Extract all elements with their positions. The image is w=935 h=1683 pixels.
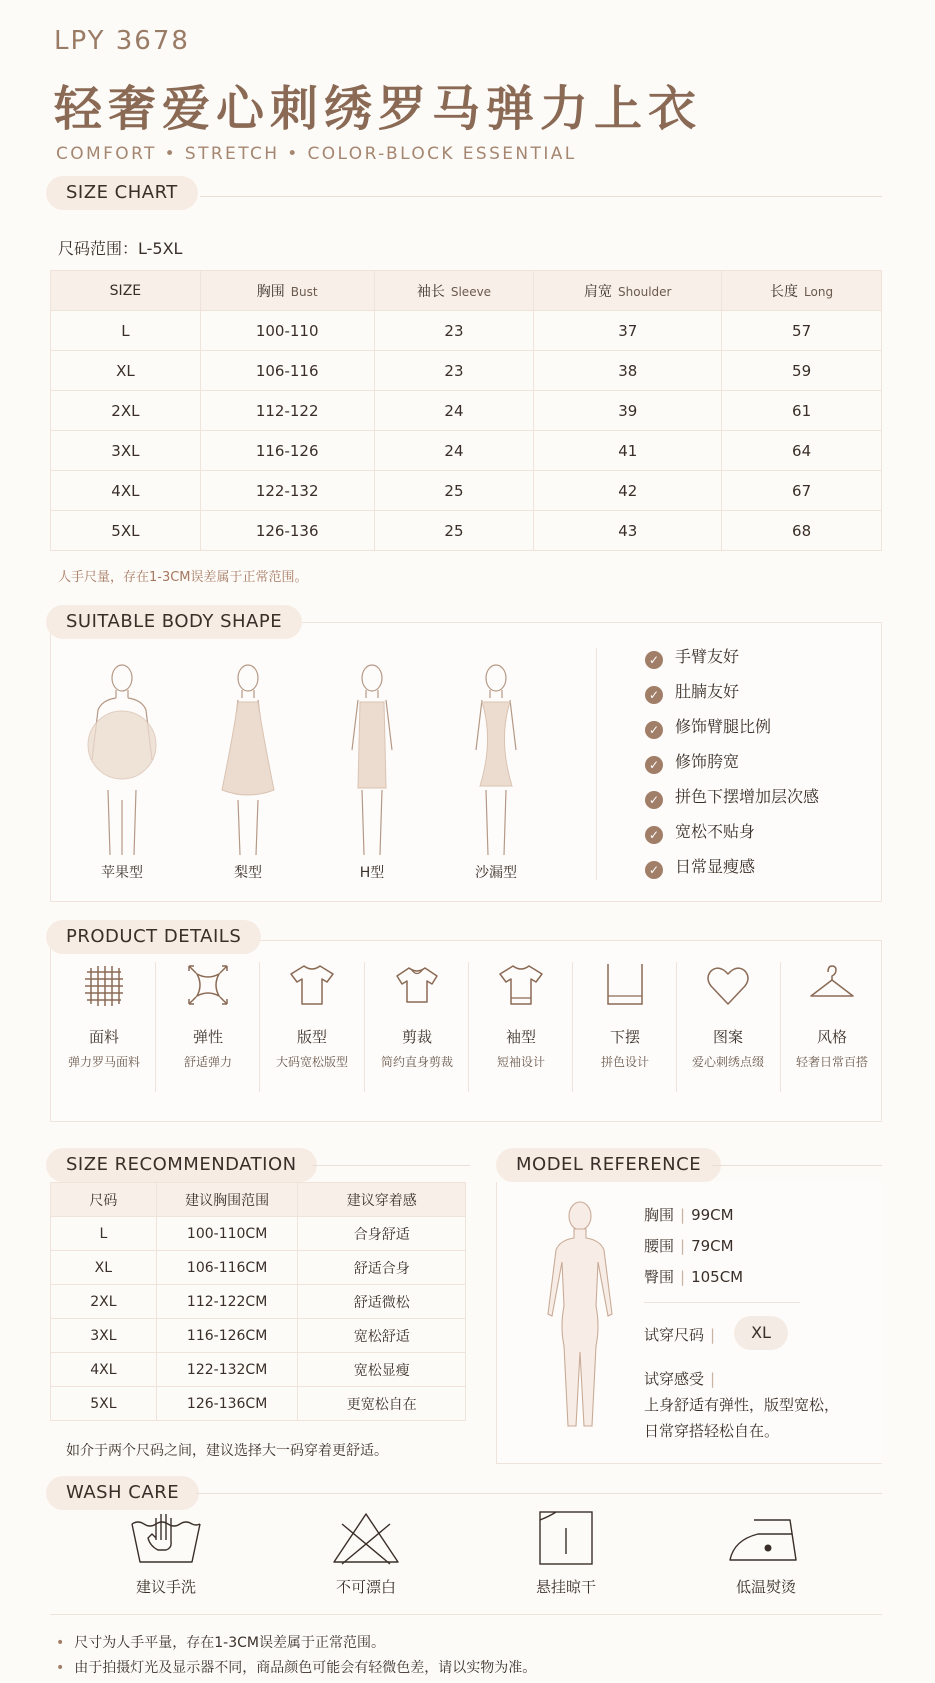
- stretch-icon: [183, 960, 233, 1010]
- try-feel-text: 日常穿搭轻松自在。: [644, 1422, 780, 1440]
- column-header: 长度 Long: [722, 271, 882, 311]
- feature-item: ✓ 拼色下摆增加层次感: [645, 786, 819, 808]
- model-measurement: 胸围 | 99CM: [644, 1206, 734, 1224]
- try-feel-text: 上身舒适有弹性，版型宽松，: [644, 1396, 840, 1414]
- wash-care-heading: WASH CARE: [46, 1476, 199, 1510]
- body-shape-label: 梨型: [234, 865, 262, 881]
- size-chart-table: [50, 270, 882, 551]
- detail-item-sleeve: 袖型 短袖设计: [469, 960, 573, 1070]
- check-icon: ✓: [645, 791, 663, 809]
- table-row: 3XL 116-126CM 宽松舒适: [51, 1319, 466, 1353]
- footer-divider: [50, 1614, 882, 1615]
- check-icon: ✓: [645, 756, 663, 774]
- apple-body-figure: [72, 660, 172, 860]
- table-row: 5XL 126-136CM 更宽松自在: [51, 1387, 466, 1421]
- try-size-label: 试穿尺码 |: [644, 1326, 716, 1344]
- panel-divider: [596, 648, 597, 880]
- brand-code: LPY 3678: [54, 26, 190, 56]
- table-row: 4XL 122-132 25 42 67: [51, 471, 882, 511]
- feature-item: ✓ 肚腩友好: [645, 681, 739, 703]
- section-divider: [200, 196, 882, 197]
- check-icon: ✓: [645, 651, 663, 669]
- column-header: SIZE: [51, 271, 201, 311]
- model-measurement: 腰围 | 79CM: [644, 1237, 734, 1255]
- body-shape-label: H型: [359, 865, 385, 881]
- check-icon: ✓: [645, 861, 663, 879]
- table-row: 5XL 126-136 25 43 68: [51, 511, 882, 551]
- size-recommendation-heading: SIZE RECOMMENDATION: [46, 1148, 317, 1182]
- hourglass-body-figure: [446, 660, 546, 860]
- product-details-heading: PRODUCT DETAILS: [46, 920, 261, 954]
- model-divider: [644, 1302, 800, 1303]
- table-row: 3XL 116-126 24 41 64: [51, 431, 882, 471]
- feature-item: ✓ 日常显瘦感: [645, 856, 755, 878]
- size-range-label: 尺码范围：L-5XL: [58, 239, 183, 258]
- table-row: 4XL 122-132CM 宽松显瘦: [51, 1353, 466, 1387]
- table-row: 2XL 112-122CM 舒适微松: [51, 1285, 466, 1319]
- wash-item: 低温熨烫: [696, 1510, 836, 1597]
- no-bleach-icon: [326, 1510, 406, 1566]
- check-icon: ✓: [645, 721, 663, 739]
- model-measurement: 臀围 | 105CM: [644, 1268, 744, 1286]
- feature-item: ✓ 修饰胯宽: [645, 751, 739, 773]
- table-row: L 100-110CM 合身舒适: [51, 1217, 466, 1251]
- detail-item-fabric: 面料 弹力罗马面料: [52, 960, 156, 1070]
- body-shape-label: 沙漏型: [475, 865, 517, 881]
- h-body-figure: [322, 660, 422, 860]
- column-header: 尺码: [51, 1183, 157, 1217]
- column-header: 建议穿着感: [298, 1183, 466, 1217]
- wash-item: 不可漂白: [296, 1510, 436, 1597]
- hand-wash-icon: [126, 1510, 206, 1566]
- footer-note: • 尺寸为人手平量，存在1-3CM误差属于正常范围。: [56, 1635, 385, 1651]
- detail-item-style: 风格 轻奢日常百搭: [780, 960, 884, 1070]
- model-reference-heading: MODEL REFERENCE: [496, 1148, 721, 1182]
- check-icon: ✓: [645, 686, 663, 704]
- table-header-row: [51, 271, 882, 311]
- wash-item: 悬挂晾干: [496, 1510, 636, 1597]
- table-row: XL 106-116 23 38 59: [51, 351, 882, 391]
- column-header: 胸围 Bust: [200, 271, 374, 311]
- detail-item-hem: 下摆 拼色设计: [573, 960, 677, 1070]
- section-divider: [312, 1165, 470, 1166]
- footer-note: • 由于拍摄灯光及显示器不同，商品颜色可能会有轻微色差，请以实物为准。: [56, 1660, 537, 1676]
- detail-item-pattern: 图案 爱心刺绣点缀: [676, 960, 780, 1070]
- fabric-icon: [79, 960, 129, 1010]
- heart-icon: [703, 960, 753, 1010]
- size-recommendation-table: [50, 1182, 466, 1421]
- check-icon: ✓: [645, 826, 663, 844]
- tshirt-cut-icon: [392, 960, 442, 1010]
- try-size-badge: XL: [734, 1316, 788, 1350]
- feature-item: ✓ 手臂友好: [645, 646, 739, 668]
- hang-dry-icon: [526, 1510, 606, 1566]
- section-divider: [712, 1165, 882, 1166]
- table-header-row: [51, 1183, 466, 1217]
- tshirt-sleeve-icon: [496, 960, 546, 1010]
- size-chart-heading: SIZE CHART: [46, 176, 198, 210]
- product-title: 轻奢爱心刺绣罗马弹力上衣: [54, 81, 703, 137]
- wash-item: 建议手洗: [96, 1510, 236, 1597]
- low-iron-icon: [726, 1510, 806, 1566]
- model-figure: [530, 1196, 630, 1436]
- detail-item-fit: 版型 大码宽松版型: [260, 960, 364, 1070]
- detail-item-cut: 剪裁 简约直身剪裁: [365, 960, 469, 1070]
- body-shape-heading: SUITABLE BODY SHAPE: [46, 605, 302, 639]
- feature-item: ✓ 宽松不贴身: [645, 821, 755, 843]
- detail-item-stretch: 弹性 舒适弹力: [156, 960, 260, 1070]
- table-row: L 100-110 23 37 57: [51, 311, 882, 351]
- size-chart-note: 人手尺量，存在1-3CM误差属于正常范围。: [58, 570, 308, 585]
- table-row: XL 106-116CM 舒适合身: [51, 1251, 466, 1285]
- feature-item: ✓ 修饰臂腿比例: [645, 716, 771, 738]
- pear-body-figure: [198, 660, 298, 860]
- try-feel-label: 试穿感受 |: [644, 1370, 716, 1388]
- column-header: 袖长 Sleeve: [374, 271, 534, 311]
- product-subtitle: COMFORT • STRETCH • COLOR-BLOCK ESSENTIAL: [56, 144, 577, 164]
- tshirt-fit-icon: [287, 960, 337, 1010]
- size-recommendation-note: 如介于两个尺码之间，建议选择大一码穿着更舒适。: [66, 1443, 388, 1459]
- table-row: 2XL 112-122 24 39 61: [51, 391, 882, 431]
- body-shape-label: 苹果型: [101, 865, 143, 881]
- hanger-icon: [807, 960, 857, 1010]
- hem-icon: [600, 960, 650, 1010]
- column-header: 肩宽 Shoulder: [534, 271, 722, 311]
- column-header: 建议胸围范围: [156, 1183, 298, 1217]
- section-divider: [196, 1493, 882, 1494]
